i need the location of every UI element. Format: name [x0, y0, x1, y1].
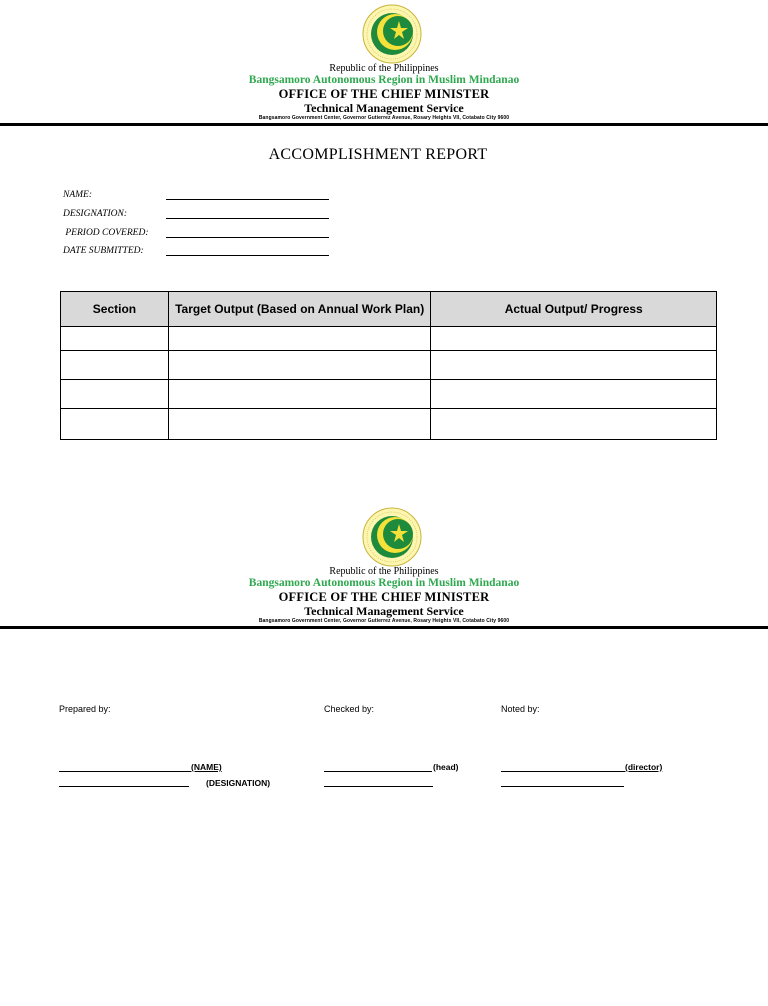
region-text: Bangsamoro Autonomous Region in Muslim Mindanao: [248, 577, 520, 589]
office-text: OFFICE OF THE CHIEF MINISTER: [278, 87, 490, 101]
date-submitted-field-line[interactable]: [166, 255, 329, 256]
table-cell[interactable]: [431, 380, 717, 409]
table-cell[interactable]: [431, 351, 717, 380]
date-submitted-label: DATE SUBMITTED:: [63, 246, 144, 256]
barmm-seal-icon: [362, 4, 422, 64]
address-text: Bangsamoro Government Center, Governor Gutierrez Avenue, Rosary Heights VII, Cotabato City 9600: [258, 115, 510, 121]
table-cell[interactable]: [168, 409, 431, 440]
period-covered-label: PERIOD COVERED:: [63, 228, 149, 238]
table-cell[interactable]: [61, 327, 169, 351]
table-cell[interactable]: [431, 327, 717, 351]
table-cell[interactable]: [61, 380, 169, 409]
noted-name-line[interactable]: [501, 771, 625, 772]
service-text: Technical Management Service: [304, 101, 464, 115]
prepared-by-label: Prepared by:: [59, 704, 111, 714]
checked-by-label: Checked by:: [324, 704, 375, 714]
header-section: Section: [61, 292, 169, 327]
table-cell[interactable]: [431, 409, 717, 440]
name-field-line[interactable]: [166, 199, 329, 200]
table-cell[interactable]: [168, 327, 431, 351]
designation-label: DESIGNATION:: [63, 209, 128, 219]
table-cell[interactable]: [168, 351, 431, 380]
region-text: Bangsamoro Autonomous Region in Muslim Mindanao: [248, 74, 520, 86]
table-row: [61, 380, 717, 409]
table-row: [61, 327, 717, 351]
address-text: Bangsamoro Government Center, Governor Gutierrez Avenue, Rosary Heights VII, Cotabato City 9600: [258, 618, 510, 624]
service-text: Technical Management Service: [304, 604, 464, 618]
accomplishment-table: [60, 291, 717, 440]
checked-name-line[interactable]: [324, 771, 432, 772]
noted-by-label: Noted by:: [501, 704, 540, 714]
header-actual-output: Actual Output/ Progress: [431, 292, 717, 327]
period-covered-field-line[interactable]: [166, 237, 329, 238]
noted-designation-line[interactable]: [501, 786, 624, 787]
report-title: ACCOMPLISHMENT REPORT: [268, 146, 488, 163]
director-tag: (director): [625, 762, 663, 772]
name-tag: (NAME): [191, 762, 222, 772]
prepared-name-line[interactable]: [59, 771, 191, 772]
table-row: [61, 351, 717, 380]
table-cell[interactable]: [61, 409, 169, 440]
designation-field-line[interactable]: [166, 218, 329, 219]
header-target-output: Target Output (Based on Annual Work Plan): [168, 292, 431, 327]
office-text: OFFICE OF THE CHIEF MINISTER: [278, 590, 490, 604]
designation-tag: (DESIGNATION): [206, 778, 271, 788]
checked-designation-line[interactable]: [324, 786, 433, 787]
name-label: NAME:: [63, 190, 93, 200]
table-row: [61, 409, 717, 440]
prepared-designation-line[interactable]: [59, 786, 189, 787]
table-cell[interactable]: [168, 380, 431, 409]
head-tag: (head): [433, 762, 459, 772]
header-rule: [0, 123, 768, 126]
header-rule: [0, 626, 768, 629]
table-cell[interactable]: [61, 351, 169, 380]
barmm-seal-icon: [362, 507, 422, 567]
republic-text: Republic of the Philippines: [329, 63, 439, 74]
republic-text: Republic of the Philippines: [329, 566, 439, 577]
table-header-row: [61, 292, 717, 327]
